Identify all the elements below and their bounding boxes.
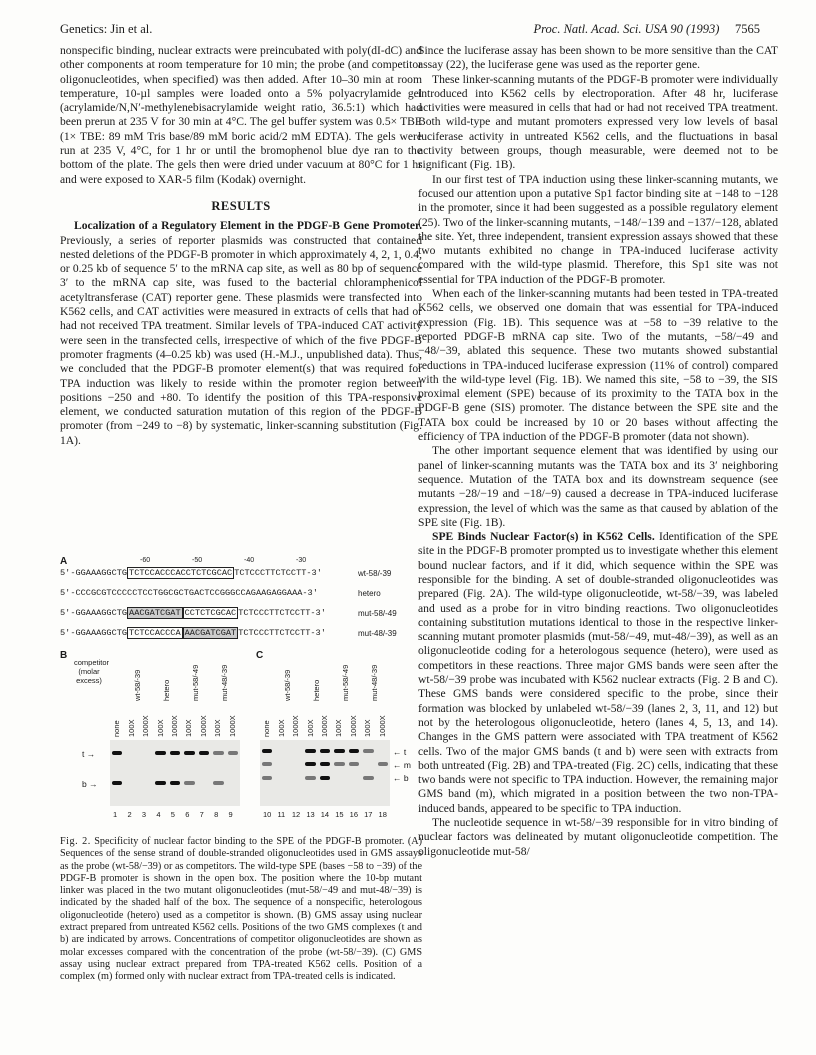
lane-group-label: mut-48/-39 <box>219 664 229 701</box>
methods-paragraph: nonspecific binding, nuclear extracts were preincubated with poly(dI-dC) and other components at room temperature for 10 min; the probe (and competitor oligonucleotides, when specified) was then added. After 10–30 min at room temperature, 10-µl samples were loaded onto a 5% polyacrylamide gel (acrylamide/N,N′-methylenebisacrylamide weight ratio, 36.5:1) which had been prerun at 235 V for 30 min at 4°C. The gel buffer system was 0.5× TBE (1× TBE: 89 mM Tris base/89 mM boric acid/2 mM EDTA). The gels were run at 235 V, 4°C, for 1 hr or until the bromophenol blue dye ran to the bottom of the plate. The gels then were dried under vacuum at 80°C for 1 hr and were exposed to XAR-5 film (Kodak) overnight. <box>60 44 422 186</box>
position-mark: -50 <box>192 557 203 564</box>
competitor-label: competitor (molar excess) <box>74 658 110 685</box>
gel-band <box>334 749 344 753</box>
results-text-7: Identification of the SPE site in the PDGF-B promoter prompted us to investigate whether this element bound nuclear factors, and if it did, which sequence within the SPE was responsible for the binding. A set of double-stranded oligonucleotides was prepared (Fig. 2A). The wild-type oligonucleotide, wt-58/−39, was labeled and used as a probe for in vitro binding reactions. Two oligonucleotides containing substitution mutations identical to those in the respective linker-scanning mutant promoter plasmids (mut-58/−49, mut-48/−39), as well as an oligonucleotide coding for a heterologous sequence (hetero), were used as competitors in these reactions. Three major GMS bands were seen after the wt-58/−39 probe was incubated with K562 nuclear extracts (Fig. 2 B and C). These GMS bands were considered specific to the probe, since their formation was blocked by unlabeled wt-58/−39 (lanes 2, 3, 11, and 12) but not by the heterologous oligonucleotide, hetero (lanes 4, 5, 13, and 14). Changes in the GMS pattern were associated with TPA treatment of K562 cells. Two of the major GMS bands (t and b) were seen with extracts from both untreated (Fig. 2B) and TPA-treated (Fig. 2C) cells, indicating that these two bands were not specific to TPA induction. However, the remaining major GMS band (m), which migrated in a position between the two non-TPA-induced bands, appeared to be specific to TPA induction. <box>418 530 778 815</box>
gel-band <box>305 762 315 766</box>
sequence-row-mut-58 <box>60 608 326 620</box>
lane-number: 11 <box>277 810 286 819</box>
gel-band <box>363 776 373 780</box>
lane-number: 1 <box>113 810 118 819</box>
results-paragraph-4: In our first test of TPA induction using these linker-scanning mutants, we focused our attention upon a putative Sp1 factor binding site at −148 to −128 in the promoter, since it had been suggested as a possible regulatory element (25). Two of the linker-scanning mutants, −148/−139 and −137/−128, ablated the site. Yet, three independent, transient expression assays showed that these two mutants exhibited no change in TPA-induced luciferase activity compared with the wild-type plasmid. Therefore, this Sp1 site was not essential for TPA induction of the PDGF-B promoter. <box>418 172 778 286</box>
mutant-box-shaded: AACGATCGAT <box>129 608 181 618</box>
lane-number: 14 <box>320 810 330 819</box>
band-m-letter: m <box>403 760 411 770</box>
right-column <box>418 44 778 859</box>
results-text-1: Previously, a series of reporter plasmids was constructed that contained nested deletions of the PDGF-B promoter in which approximately 4, 2, 1, 0.4, or 0.25 kb of sequence 5′ to the mRNA cap site, as well as 80 bp of sequence 3′ to the mRNA cap site, was fused to the bacterial chloramphenicol acetyltransferase (CAT) reporter gene. These plasmids were transfected into K562 cells, and CAT activities were measured in extracts of cells that had or had not received TPA treatment. Similar levels of TPA-induced CAT activity were seen in the transfected cells, irrespective of which of the five PDGF-B promoter fragments (4–0.25 kb) was used (H.-M.J., unpublished data). Thus, we concluded that the PDGF-B promoter element(s) that was required for TPA induction was likely to reside within the promoter region between positions −250 and +80. To identify the position of this TPA-responsive element, we conducted saturation mutation of this region of the PDGF-B promoter (from −249 to −8) by systematic, linker-scanning substitution (Fig. 1A). <box>60 233 422 447</box>
lane-header: 1000X <box>291 715 301 737</box>
gel-panel-b <box>110 740 240 806</box>
lane-header: none <box>262 720 272 737</box>
header-left: Genetics: Jin et al. <box>60 22 153 36</box>
seq-post: TCTCCCTTCTCCTT-3' <box>238 628 326 638</box>
sequence-row-hetero <box>60 588 318 600</box>
results-paragraph-1 <box>60 219 422 448</box>
lane-number: 12 <box>291 810 301 819</box>
sequence-row-mut-48 <box>60 628 326 640</box>
lane-header: 1000X <box>348 715 358 737</box>
lane-number: 9 <box>228 810 233 819</box>
lane-number: 17 <box>364 810 373 819</box>
gel-band <box>262 762 272 766</box>
panel-a-letter: A <box>60 556 68 567</box>
lane-header: 1000X <box>377 715 387 737</box>
gel-band <box>320 749 330 753</box>
lane-header: 1000X <box>227 715 237 737</box>
gel-band <box>155 781 165 785</box>
lane-number: 10 <box>263 810 272 819</box>
lane-number: 15 <box>335 810 344 819</box>
band-t-letter: t <box>403 747 407 757</box>
gel-band <box>155 751 165 755</box>
gel-band <box>262 776 272 780</box>
mutant-box-open: CCTCTCGCAC <box>184 608 237 618</box>
seq-post: TCTCCCTTCTCCTT-3' <box>234 568 322 578</box>
results-paragraph-8: The nucleotide sequence in wt-58/−39 responsible for in vitro binding of nuclear factors was delineated by mutant oligonucleotide competition. The oligonucleotide mut-58/ <box>418 816 778 858</box>
results-paragraph-2: Since the luciferase assay has been shown to be more sensitive than the CAT assay (22), the luciferase gene was used as the reporter gene. <box>418 44 778 72</box>
panel-b-letter: B <box>60 650 68 661</box>
lane-number: 7 <box>199 810 204 819</box>
lane-number: 6 <box>185 810 190 819</box>
gel-band <box>184 751 194 755</box>
spe-box: TCTCCACCCACCTCTCGCAC <box>129 568 233 578</box>
lane-group-label: hetero <box>161 679 171 701</box>
running-head <box>60 22 760 38</box>
lane-header: 1000X <box>320 715 329 737</box>
mutant-box-shaded: AACGATCGAT <box>184 628 237 638</box>
seq-pre: 5'-CCCGCGTCCCCCTCCTGGCGCTGACTCCGGGCCAGAAGAGGAAA-3' <box>60 588 318 598</box>
lane-header: 100X <box>126 719 136 737</box>
lane-number: 5 <box>170 810 175 819</box>
band-label-t-c: ← t <box>393 747 407 757</box>
gel-band <box>349 762 359 766</box>
figure-panels-bc <box>60 648 422 828</box>
lane-header: none <box>112 720 122 737</box>
gel-panel-c <box>260 740 390 806</box>
seq-pre: 5'-GGAAAGGCTG <box>60 628 128 638</box>
figure-2 <box>60 556 422 828</box>
position-mark: -40 <box>244 557 255 564</box>
seq-pre: 5'-GGAAAGGCTG <box>60 568 128 578</box>
caption-label: Fig. 2. <box>60 836 91 847</box>
gel-band <box>213 781 223 785</box>
position-mark: -30 <box>296 557 307 564</box>
results-paragraph-5: When each of the linker-scanning mutants had been tested in TPA-treated K562 cells, we observed one domain that was essential for TPA-induced expression (Fig. 1B). This sequence was at −58 to −39 relative to the reported PDGF-B mRNA cap site. Two of the mutants, −58/−49 and −48/−39, ablated this sequence. These two mutants showed substantial reductions in TPA-induced luciferase expression (11% of control) compared with the wild-type level (Fig. 1B). We named this site, −58 to −39, the SIS proximal element (SPE) because of its proximity to the TATA box in the PDGF-B gene (SIS) promoter. The distance between the SPE site and the TATA box could be increased by 10 or 20 bases without affecting the efficiency of TPA induction of the PDGF-B promoter (data not shown). <box>418 287 778 444</box>
lane-header: 1000X <box>198 715 208 737</box>
gel-band <box>363 749 373 753</box>
band-label-b-b: b → <box>82 779 98 789</box>
gel-band <box>320 776 330 780</box>
lane-header: 100X <box>184 719 194 737</box>
lane-group-label: wt-58/-39 <box>282 669 292 701</box>
figure-panel-a <box>60 556 422 648</box>
figure-caption <box>60 836 422 984</box>
sequence-label: mut-58/-49 <box>358 609 397 618</box>
gel-band <box>349 749 359 753</box>
lane-number: 16 <box>349 810 358 819</box>
lane-group-label: mut-58/-49 <box>190 664 200 701</box>
band-label-b-c: ← b <box>393 773 409 783</box>
lane-number: 3 <box>141 810 147 819</box>
lane-header: 100X <box>334 719 344 737</box>
gel-band <box>305 749 315 753</box>
mutant-box-open: TCTCCACCCA <box>129 628 181 638</box>
lane-header: 100X <box>305 719 315 737</box>
lane-group-label: hetero <box>311 679 321 701</box>
lane-group-label: mut-58/-49 <box>340 664 350 701</box>
caption-text: Specificity of nuclear factor binding to the SPE of the PDGF-B promoter. (A) Sequences of the sense strand of double-stranded oligonucleotides used in GMS assays as the probe (wt-58/−39) or as competitors. The wild-type SPE (bases −58 to −39) of the PDGF-B promoter is shown in the open box. The position where the 10-bp mutant linker was placed in the two mutant oligonucleotides (mut-58/−49 and mut-48/−39) is indicated by the shaded half of the box. The sequence of a nonspecific, heterologous oligonucleotide (hetero) used as a competitor is shown. (B) GMS assay using nuclear extract prepared from untreated K562 cells. Positions of the two GMS complexes (t and b) are indicated by arrows. Concentrations of competitor oligonucleotides are shown as molar excesses compared with the concentration of the probe (wt-58/−39). (C) GMS assay using nuclear extract prepared from TPA-treated K562 cells. Position of a complex (m) formed only with nuclear extract from TPA-treated cells is indicated. <box>60 836 422 983</box>
lane-header: 1000X <box>141 715 151 737</box>
journal-citation: Proc. Natl. Acad. Sci. USA 90 (1993) <box>533 22 720 36</box>
header-journal <box>534 22 760 37</box>
lane-header: 100X <box>155 719 165 737</box>
lane-number: 18 <box>378 810 387 819</box>
band-b-letter: b <box>403 773 409 783</box>
sequence-label: mut-48/-39 <box>358 629 397 638</box>
band-b-letter: b <box>82 779 87 789</box>
results-paragraph-7 <box>418 530 778 816</box>
results-paragraph-3: These linker-scanning mutants of the PDGF-B promoter were individually introduced into K562 cells by electroporation. After 48 hr, luciferase activities were measured in cells that had or had not received TPA treatment. Both wild-type and mutant promoters expressed very low levels of basal luciferase activity in untreated K562 cells, and the fluctuations in basal activity between groups, though measurable, were deemed not to be significant (Fig. 1B). <box>418 72 778 172</box>
runin-heading-1: Localization of a Regulatory Element in the PDGF-B Gene Promoter. <box>74 219 422 233</box>
gel-band <box>262 749 272 753</box>
gel-band <box>112 781 122 785</box>
gel-band <box>305 776 315 780</box>
band-label-t-b: t → <box>82 749 96 759</box>
gel-band <box>112 751 122 755</box>
lane-group-label: mut-48/-39 <box>369 664 379 701</box>
lane-group-label: wt-58/-39 <box>132 669 142 701</box>
band-t-letter: t <box>82 749 85 759</box>
lane-number: 8 <box>214 810 219 819</box>
results-paragraph-6: The other important sequence element that was identified by using our panel of linker-scanning mutants was the TATA box and its 3′ neighboring sequence. Mutation of the TATA box and its downstream sequence (see mutants −28/−19 and −18/−9) caused a decrease in TPA-induced luciferase expression, the level of which was the same as that caused by ablation of the SPE site (Fig. 1B). <box>418 444 778 529</box>
gel-band <box>199 751 209 755</box>
lane-header: 1000X <box>170 715 179 737</box>
seq-pre: 5'-GGAAAGGCTG <box>60 608 128 618</box>
gel-band <box>228 751 238 755</box>
sequence-label: hetero <box>358 589 381 598</box>
lane-header: 100X <box>363 719 373 737</box>
panel-c-letter: C <box>256 650 264 661</box>
lane-number: 13 <box>306 810 315 819</box>
sequence-label: wt-58/-39 <box>358 569 392 578</box>
runin-heading-2: SPE Binds Nuclear Factor(s) in K562 Cells. <box>432 530 655 544</box>
section-title-results: RESULTS <box>211 198 271 213</box>
left-column <box>60 44 422 448</box>
position-mark: -60 <box>140 557 151 564</box>
gel-band <box>334 762 344 766</box>
seq-post: TCTCCCTTCTCCTT-3' <box>238 608 326 618</box>
page-number: 7565 <box>735 22 760 36</box>
band-label-m-c: ← m <box>393 760 411 770</box>
gel-band <box>170 781 180 785</box>
lane-number: 2 <box>127 810 132 819</box>
lane-number: 4 <box>156 810 161 819</box>
gel-band <box>320 762 330 766</box>
gel-band <box>184 781 194 785</box>
gel-band <box>213 751 223 755</box>
sequence-row-wt <box>60 568 322 580</box>
lane-header: 100X <box>276 719 286 737</box>
gel-band <box>378 762 388 766</box>
lane-header: 100X <box>213 719 223 737</box>
gel-band <box>170 751 180 755</box>
